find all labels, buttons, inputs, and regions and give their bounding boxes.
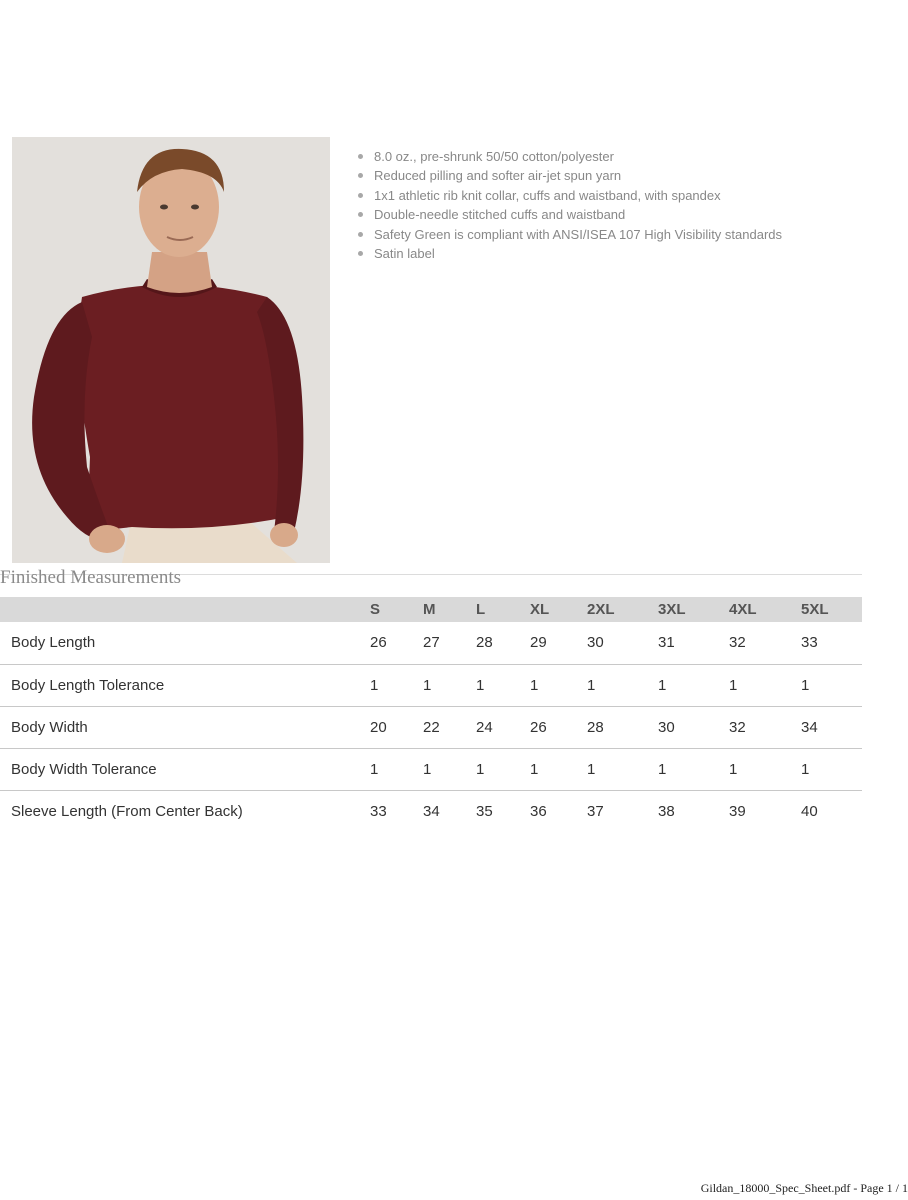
cell-value: 29 <box>530 634 547 652</box>
cell-value: 36 <box>530 802 547 820</box>
cell-value: 1 <box>658 760 667 778</box>
row-label: Body Width Tolerance <box>11 760 157 778</box>
table-row <box>0 748 862 790</box>
table-row <box>0 790 862 832</box>
cell-value: 1 <box>476 676 485 694</box>
cell-value: 28 <box>587 718 604 736</box>
cell-value: 28 <box>476 634 493 652</box>
feature-list <box>356 147 782 263</box>
table-row <box>0 664 862 706</box>
cell-value: 38 <box>658 802 675 820</box>
cell-value: 35 <box>476 802 493 820</box>
feature-item: 1x1 athletic rib knit collar, cuffs and waistband, with spandex <box>356 186 782 205</box>
model-in-sweatshirt-illustration <box>12 137 330 563</box>
measurements-table-wrapper <box>0 597 862 832</box>
cell-value: 1 <box>658 676 667 694</box>
row-label: Body Width <box>11 718 88 736</box>
cell-value: 30 <box>587 634 604 652</box>
cell-value: 26 <box>370 634 387 652</box>
table-header-row <box>0 597 862 622</box>
size-header: 3XL <box>658 601 686 618</box>
feature-item: Satin label <box>356 244 782 263</box>
cell-value: 33 <box>370 802 387 820</box>
row-label: Body Length <box>11 634 96 652</box>
feature-item: Double-needle stitched cuffs and waistband <box>356 205 782 224</box>
measurements-table <box>0 597 862 832</box>
cell-value: 20 <box>370 718 387 736</box>
cell-value: 1 <box>423 760 432 778</box>
cell-value: 1 <box>587 676 596 694</box>
cell-value: 1 <box>370 676 379 694</box>
cell-value: 1 <box>729 676 738 694</box>
cell-value: 34 <box>801 718 818 736</box>
cell-value: 24 <box>476 718 493 736</box>
cell-value: 40 <box>801 802 818 820</box>
section-title: Finished Measurements <box>0 567 182 588</box>
cell-value: 31 <box>658 634 675 652</box>
cell-value: 26 <box>530 718 547 736</box>
table-row <box>0 622 862 664</box>
row-label: Sleeve Length (From Center Back) <box>11 802 243 820</box>
cell-value: 1 <box>801 676 810 694</box>
size-header: 4XL <box>729 601 757 618</box>
header-label-cell <box>0 597 370 622</box>
feature-item: Safety Green is compliant with ANSI/ISEA 107 High Visibility standards <box>356 225 782 244</box>
size-header: 5XL <box>801 601 829 618</box>
feature-item: Reduced pilling and softer air-jet spun yarn <box>356 166 782 185</box>
table-row <box>0 706 862 748</box>
size-header: S <box>370 601 381 618</box>
size-header: 2XL <box>587 601 615 618</box>
cell-value: 37 <box>587 802 604 820</box>
row-label: Body Length Tolerance <box>11 676 165 694</box>
size-header: XL <box>530 601 550 618</box>
cell-value: 39 <box>729 802 746 820</box>
cell-value: 32 <box>729 718 746 736</box>
cell-value: 1 <box>801 760 810 778</box>
cell-value: 32 <box>729 634 746 652</box>
cell-value: 1 <box>729 760 738 778</box>
product-photo <box>12 137 330 563</box>
feature-item: 8.0 oz., pre-shrunk 50/50 cotton/polyester <box>356 147 782 166</box>
cell-value: 1 <box>370 760 379 778</box>
cell-value: 1 <box>587 760 596 778</box>
cell-value: 34 <box>423 802 440 820</box>
cell-value: 33 <box>801 634 818 652</box>
size-header: M <box>423 601 436 618</box>
cell-value: 27 <box>423 634 440 652</box>
cell-value: 1 <box>476 760 485 778</box>
size-header: L <box>476 601 486 618</box>
cell-value: 1 <box>423 676 432 694</box>
cell-value: 22 <box>423 718 440 736</box>
cell-value: 1 <box>530 676 539 694</box>
page-footer: Gildan_18000_Spec_Sheet.pdf - Page 1 / 1 <box>700 1181 908 1195</box>
cell-value: 1 <box>530 760 539 778</box>
cell-value: 30 <box>658 718 675 736</box>
